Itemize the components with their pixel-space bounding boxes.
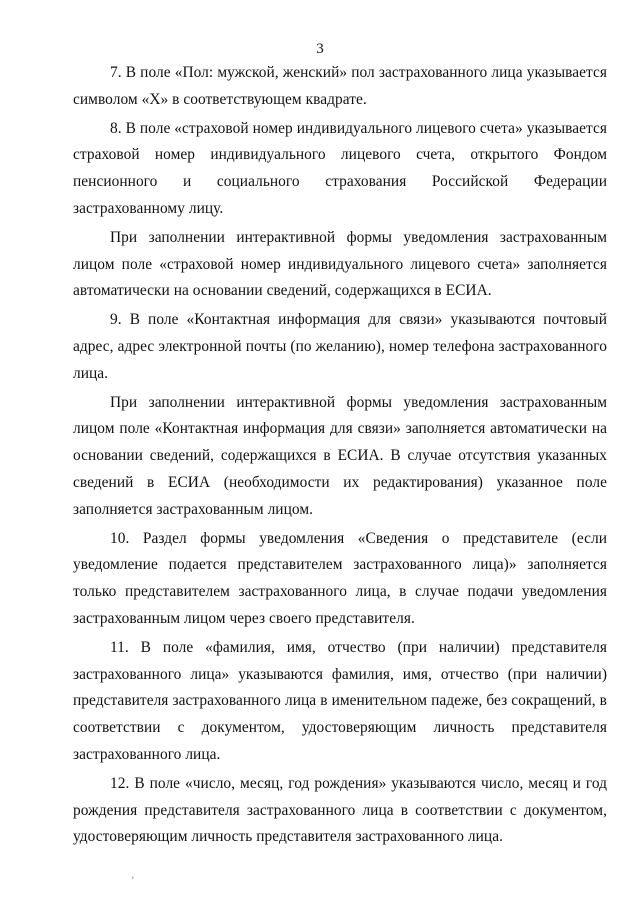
paragraph-item-8-note: При заполнении интерактивной формы уведомления застрахованным лицом поле «страховой номер индивидуального лицевого счета» заполняется автоматически на основании сведений, содержащихся в ЕСИА. bbox=[73, 228, 607, 300]
paragraph-item-11: 11. В поле «фамилия, имя, отчество (при наличии) представителя застрахованного лица» указываются фамилия, имя, отчество (при наличии) представителя застрахованного лица в именительном падеже, без сокращений, в соответствии с документом, удостоверяющим личность представителя застрахованного лица. bbox=[73, 638, 607, 763]
document-body bbox=[73, 60, 607, 851]
paragraph-item-9: 9. В поле «Контактная информация для связи» указываются почтовый адрес, адрес электронной почты (по желанию), номер телефона застрахованного лица. bbox=[73, 311, 607, 382]
paragraph-item-12: 12. В поле «число, месяц, год рождения» указываются число, месяц и год рождения представителя застрахованного лица в соответствии с документом, удостоверяющим личность представителя застрахованного лица. bbox=[73, 774, 607, 846]
paragraph-item-9-note: При заполнении интерактивной формы уведомления застрахованным лицом поле «Контактная информация для связи» заполняется автоматически на основании сведений, содержащихся в ЕСИА. В случае отсутствия указанных сведений в ЕСИА (необходимости их редактирования) указанное поле заполняется застрахованным лицом. bbox=[73, 393, 607, 518]
scan-mark: › bbox=[131, 873, 135, 882]
page-number: 3 bbox=[316, 41, 324, 57]
paragraph-item-10: 10. Раздел формы уведомления «Сведения о представителе (если уведомление подается представителем застрахованного лица)» заполняется только представителем застрахованного лица, в случае подачи уведомления застрахованным лицом через своего представителя. bbox=[73, 529, 607, 627]
paragraph-item-8: 8. В поле «страховой номер индивидуального лицевого счета» указывается страховой номер индивидуального лицевого счета, открытого Фондом пенсионного и социального страхования Российской Федерации застрахованному лицу. bbox=[73, 119, 607, 217]
paragraph-item-7: 7. В поле «Пол: мужской, женский» пол застрахованного лица указывается символом «Х» в соответствующем квадрате. bbox=[73, 64, 607, 108]
